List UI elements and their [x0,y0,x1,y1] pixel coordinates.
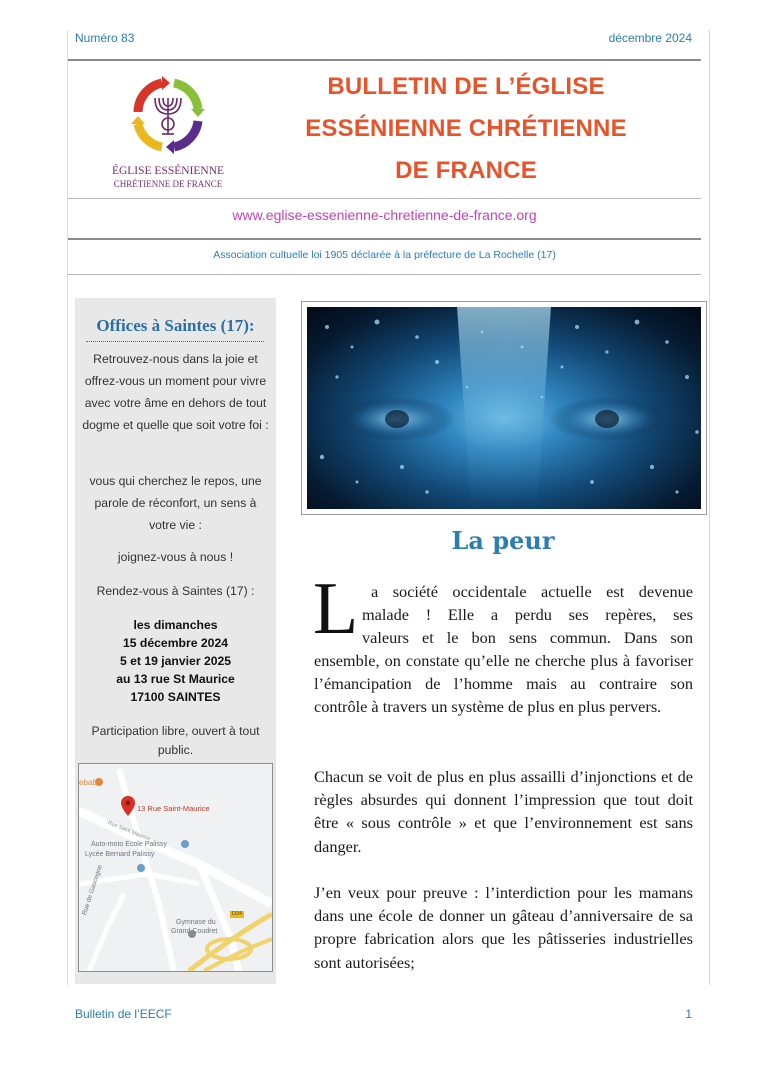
title-rule [68,198,701,199]
footer-bulletin-name: Bulletin de l’EECF [75,1007,172,1021]
website-link[interactable]: www.eglise-essenienne-chretienne-de-france.org [232,207,537,223]
article-paragraph-1: ensemble, on constate qu’elle ne cherche plus à favoriser l’émancipation de l’homme mais au contraire son contrôle à travers un système de plus en plus pervers. [314,651,693,717]
location-pin-icon [121,796,135,816]
lead-line: malade ! Elle a perdu ses repères, ses [362,605,693,624]
bulletin-title-line2: ESSÉNIENNE CHRÉTIENNE [305,115,627,142]
logo-text-line1: ÉGLISE ESSÉNIENNE [111,165,225,177]
logo-text-line2: CHRÉTIENNE DE FRANCE [113,179,223,189]
sidebar-divider [86,341,264,342]
map-label: D24 [232,911,243,917]
lead-line: valeurs et le bon sens commun. Dans son [362,628,693,647]
sidebar-participation: Participation libre, ouvert à tout public. [91,724,260,757]
sidebar-title: Offices à Saintes (17): [96,316,255,335]
blue-eyes-photo [307,307,701,509]
sidebar-join: joignez-vous à nous ! [117,550,234,564]
schedule-line: 17100 SAINTES [130,690,221,704]
map-label: Rue de Gascogne [81,864,104,917]
bulletin-title-line3: DE FRANCE [395,157,537,184]
association-rule [68,274,701,275]
header-rule [68,59,701,61]
article-paragraph-2: Chacun se voit de plus en plus assailli d’injonctions et de règles absurdes qui donnent l’impression que tout doit être « sous contrôle » et que l’environnement est sans danger. [314,767,693,856]
sidebar-invitation: vous qui cherchez le repos, une parole de réconfort, un sens à votre vie : [89,474,262,532]
issue-date: décembre 2024 [608,31,692,45]
drop-cap: L [313,568,359,650]
map-label: ebab [79,778,97,787]
location-map[interactable] [78,763,273,972]
article-paragraph-3: J’en veux pour preuve : l’interdiction pour les mamans dans une école de donner un gâteau d’anniversaire de sa propre fabrication alors que les pâtisseries industrielles sont autorisées; [314,883,693,972]
map-label: Lycée Bernard Palissy [85,851,155,858]
schedule-line: 5 et 19 janvier 2025 [119,654,232,668]
sidebar-rendezvous: Rendez-vous à Saintes (17) : [96,584,255,598]
issue-number: Numéro 83 [75,31,135,45]
map-label: Auto-moto Ecole Palissy [91,841,167,848]
page-frame-left [67,30,68,985]
map-label: 13 Rue Saint-Maurice [137,804,210,813]
page-header [75,31,692,47]
lead-line: a société occidentale actuelle est devenue [371,582,693,601]
page-number: 1 [685,1007,692,1021]
schedule-line: au 13 rue St Maurice [116,672,235,686]
bulletin-title-line1: BULLETIN DE L’ÉGLISE [327,73,605,100]
map-label: Grand Coudret [171,928,218,935]
website-rule [68,238,701,240]
article-title: La peur [451,526,555,555]
article-image [301,301,707,515]
association-note: Association cultuelle loi 1905 déclarée à la préfecture de La Rochelle (17) [213,249,556,261]
page-frame-right [709,30,710,985]
map-label: Rue Saint Maurice [106,820,151,843]
map-label: Gymnase du [176,919,216,926]
sidebar-intro: Retrouvez-nous dans la joie et offrez-vous un moment pour vivre avec votre âme en dehors de tout dogme et quelle que soit votre foi : [82,352,269,432]
schedule-line: les dimanches [133,618,218,632]
schedule-line: 15 décembre 2024 [122,636,229,650]
